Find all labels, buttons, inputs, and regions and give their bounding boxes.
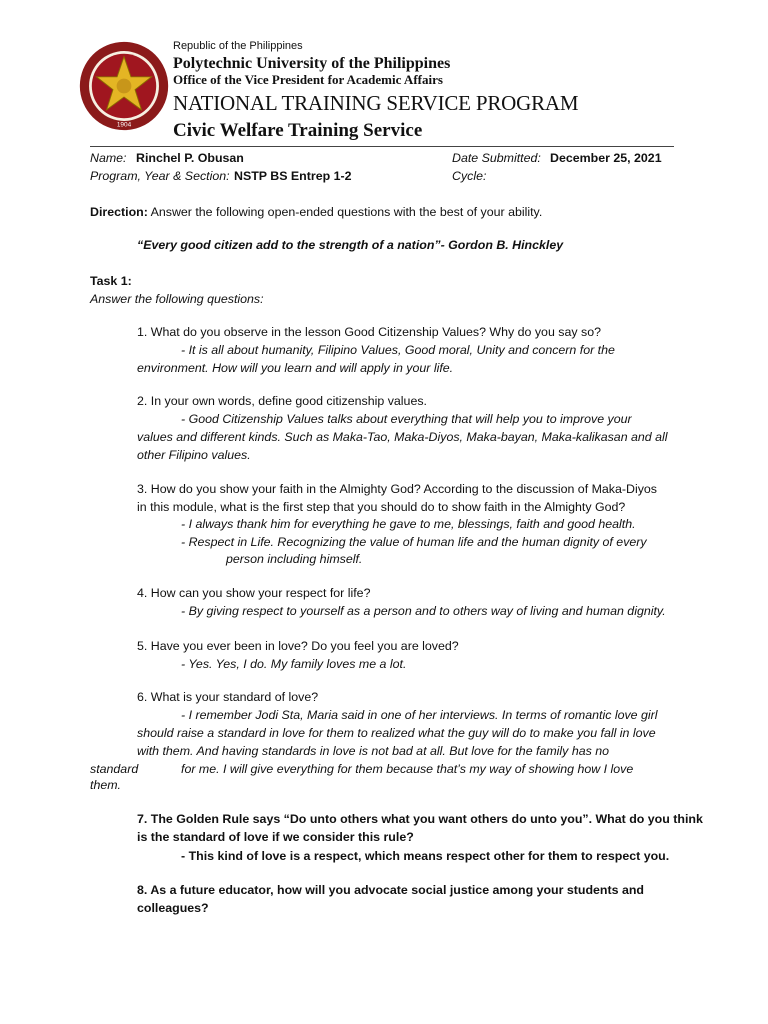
question-7-line-2: is the standard of love if we consider this rule? — [137, 830, 414, 844]
answer-3-line-1: - I always thank him for everything he gave to me, blessings, faith and good health. — [181, 517, 636, 531]
question-3-line-2: in this module, what is the first step that you should do to show faith in the Almighty God? — [137, 500, 626, 514]
task-title: Task 1: — [90, 274, 132, 288]
program-title: NATIONAL TRAINING SERVICE PROGRAM — [173, 91, 579, 115]
question-8-line-2: colleagues? — [137, 901, 209, 915]
question-6: 6. What is your standard of love? — [137, 690, 319, 704]
answer-6-line-2: should raise a standard in love for them to realized what the guy will do to make you fall in love — [137, 726, 656, 740]
answer-1-line-1: - It is all about humanity, Filipino Values, Good moral, Unity and concern for the — [181, 343, 615, 357]
cycle-label: Cycle: — [452, 169, 487, 183]
program-value: NSTP BS Entrep 1-2 — [234, 169, 352, 183]
question-1: 1. What do you observe in the lesson Good Citizenship Values? Why do you say so? — [137, 325, 601, 339]
program-label: Program, Year & Section: — [90, 169, 230, 183]
name-label: Name: — [90, 151, 127, 165]
task-instruction: Answer the following questions: — [90, 292, 264, 306]
answer-3-line-2: - Respect in Life. Recognizing the value of human life and the human dignity of every — [181, 535, 647, 549]
university-seal-logo — [78, 40, 170, 132]
answer-6-line-3: with them. And having standards in love is not bad at all. But love for the family has no — [137, 744, 610, 758]
university-name: Polytechnic University of the Philippines — [173, 55, 451, 72]
answer-6-line-1: - I remember Jodi Sta, Maria said in one of her interviews. In terms of romantic love girl — [181, 708, 658, 722]
answer-2-line-1: - Good Citizenship Values talks about everything that will help you to improve your — [181, 412, 632, 426]
question-5: 5. Have you ever been in love? Do you feel you are loved? — [137, 639, 459, 653]
answer-6-line-5: them. — [90, 778, 121, 792]
answer-2-line-2: values and different kinds. Such as Maka-Tao, Maka-Diyos, Maka-bayan, Maka-kalikasan and all — [137, 430, 668, 444]
name-value: Rinchel P. Obusan — [136, 151, 244, 165]
office-name: Office of the Vice President for Academic Affairs — [173, 72, 443, 87]
direction-label: Direction: — [90, 205, 148, 219]
answer-4-line-1: - By giving respect to yourself as a person and to others way of living and human dignity. — [181, 604, 666, 618]
question-7-line-1: 7. The Golden Rule says “Do unto others what you want others do unto you”. What do you think — [137, 812, 703, 826]
date-value: December 25, 2021 — [550, 151, 662, 165]
quote: “Every good citizen add to the strength of a nation”- Gordon B. Hinckley — [137, 238, 564, 252]
header-divider — [90, 146, 674, 147]
answer-2-line-3: other Filipino values. — [137, 448, 251, 462]
answer-7-line-1: - This kind of love is a respect, which means respect other for them to respect you. — [181, 849, 670, 863]
question-4: 4. How can you show your respect for life? — [137, 586, 371, 600]
date-label: Date Submitted: — [452, 151, 541, 165]
question-3-line-1: 3. How do you show your faith in the Almighty God? According to the discussion of Maka-Diyos — [137, 482, 657, 496]
republic-text: Republic of the Philippines — [173, 40, 303, 52]
answer-6-line-4: for me. I will give everything for them because that’s my way of showing how I love — [181, 762, 634, 776]
direction-text: Answer the following open-ended questions with the best of your ability. — [150, 205, 543, 219]
question-2: 2. In your own words, define good citizenship values. — [137, 394, 427, 408]
answer-1-line-2: environment. How will you learn and will apply in your life. — [137, 361, 454, 375]
seal-year: 1904 — [116, 121, 132, 129]
direction — [90, 204, 690, 222]
question-8-line-1: 8. As a future educator, how will you advocate social justice among your students and — [137, 883, 644, 897]
component-title: Civic Welfare Training Service — [173, 120, 423, 141]
answer-6-line-4-start: standard — [90, 762, 139, 776]
answer-3-line-3: person including himself. — [226, 552, 363, 566]
answer-5-line-1: - Yes. Yes, I do. My family loves me a lot. — [181, 657, 407, 671]
